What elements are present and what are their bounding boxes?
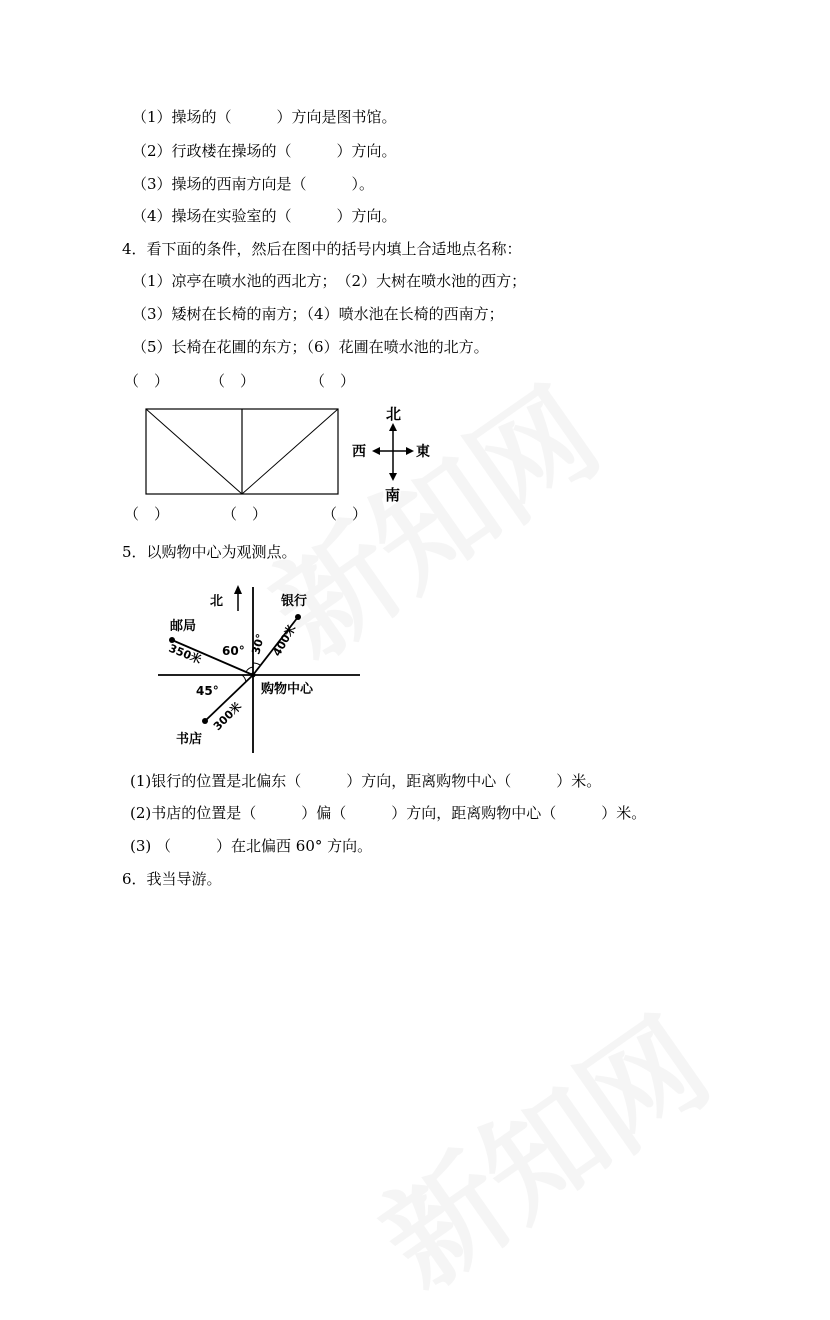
post-office-label: 邮局: [170, 619, 197, 634]
q4-blank-top-middle: （ ）: [210, 372, 256, 390]
q4-condition-3: （5）长椅在花圃的东方；（6）花圃在喷水池的北方。: [132, 338, 489, 356]
center-label: 购物中心: [261, 682, 314, 697]
q4-blank-bottom-right: （ ）: [322, 505, 368, 523]
q5-question-1: (1)银行的位置是北偏东（ ）方向，距离购物中心（ ）米。: [130, 772, 602, 790]
q5-direction-diagram: [150, 583, 370, 755]
q5-question-2: (2)书店的位置是（ ）偏（ ）方向，距离购物中心（ ）米。: [130, 804, 647, 822]
q4-blank-top-left: （ ）: [124, 372, 170, 390]
map-diagonal-left: [146, 409, 242, 494]
compass-west: 西: [352, 444, 366, 460]
compass-south: 南: [385, 486, 401, 503]
angle-30-label: 30°: [249, 632, 268, 656]
q3-item-2: （2）行政楼在操场的（ ）方向。: [132, 142, 397, 160]
north-label: 北: [210, 594, 224, 609]
q4-blank-bottom-left: （ ）: [124, 505, 170, 523]
angle-45-label: 45°: [196, 684, 219, 698]
compass-north: 北: [386, 405, 402, 423]
dist-400-label: 400米: [270, 622, 299, 659]
watermark-bottom: [343, 972, 737, 1319]
compass-east: 東: [416, 444, 430, 460]
angle-60-label: 60°: [222, 644, 245, 658]
q4-condition-2: （3）矮树在长椅的南方；（4）喷水池在长椅的西南方；: [132, 305, 504, 323]
q5-question-3: (3) （ ）在北偏西 60° 方向。: [130, 837, 373, 855]
q4-title: 4．看下面的条件，然后在图中的括号内填上合适地点名称：: [122, 240, 522, 258]
dist-300-label: 300米: [210, 699, 245, 734]
q3-item-3: （3）操场的西南方向是（ ）。: [132, 175, 375, 193]
q6-title: 6．我当导游。: [122, 870, 222, 888]
map-diagonal-right: [242, 409, 338, 494]
q3-item-1: （1）操场的（ ）方向是图书馆。: [132, 108, 397, 126]
bookstore-label: 书店: [176, 732, 203, 747]
q5-title: 5．以购物中心为观测点。: [122, 543, 297, 561]
dist-350-label: 350米: [166, 641, 204, 667]
q4-blank-bottom-middle: （ ）: [222, 505, 268, 523]
q3-item-4: （4）操场在实验室的（ ）方向。: [132, 207, 397, 225]
bank-label: 银行: [281, 594, 308, 609]
q4-condition-1: （1）凉亭在喷水池的西北方； （2）大树在喷水池的西方；: [132, 272, 527, 290]
q4-blank-top-right: （ ）: [310, 372, 356, 390]
compass-diagram: [350, 403, 440, 503]
